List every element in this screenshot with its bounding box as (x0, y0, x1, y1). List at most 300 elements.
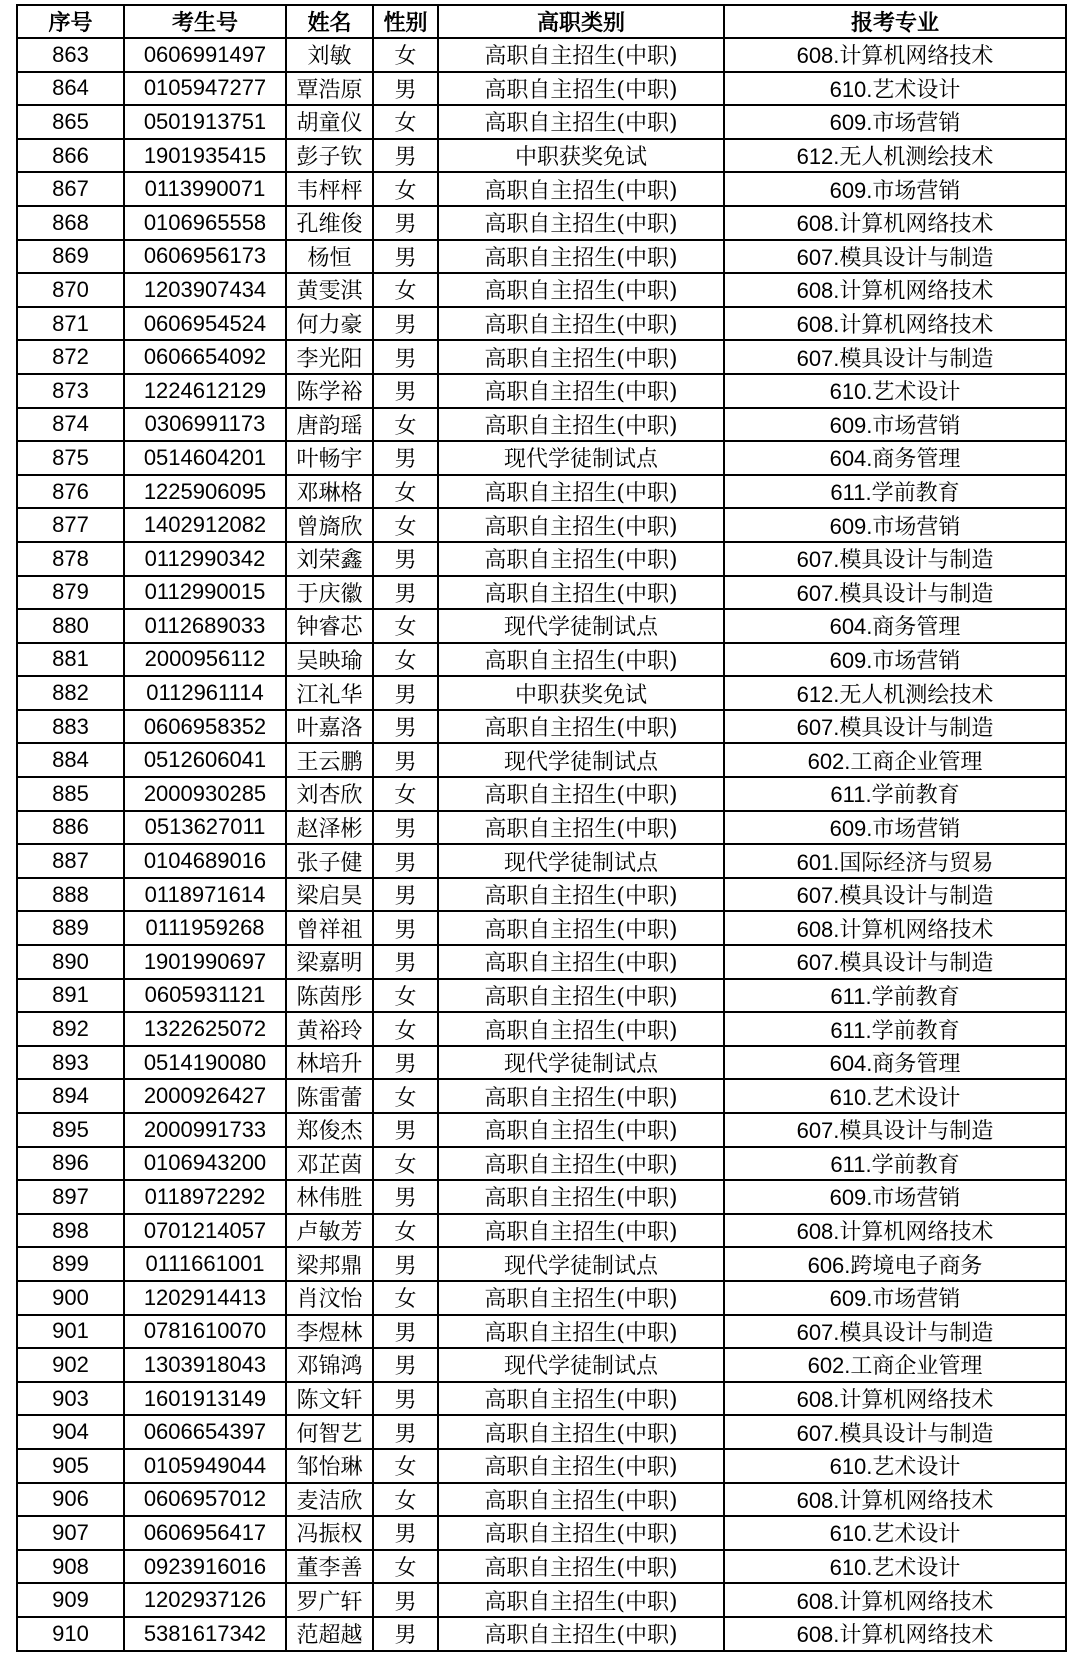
major-cell: 608.计算机网络技术 (724, 307, 1066, 341)
serial-number-cell: 903 (17, 1382, 124, 1416)
serial-number-cell: 905 (17, 1449, 124, 1483)
major-cell: 604.商务管理 (724, 609, 1066, 643)
serial-number-cell: 877 (17, 508, 124, 542)
name-cell: 于庆徽 (286, 576, 373, 610)
header-serial-number: 序号 (17, 5, 124, 38)
name-cell: 黄雯淇 (286, 273, 373, 307)
major-cell: 607.模具设计与制造 (724, 710, 1066, 744)
name-cell: 陈雷蕾 (286, 1079, 373, 1113)
gender-cell: 男 (373, 340, 438, 374)
category-cell: 高职自主招生(中职) (438, 1483, 724, 1517)
gender-cell: 女 (373, 172, 438, 206)
major-cell: 611.学前教育 (724, 475, 1066, 509)
category-cell: 高职自主招生(中职) (438, 878, 724, 912)
candidate-number-cell: 0512606041 (124, 743, 286, 777)
name-cell: 林培升 (286, 1046, 373, 1080)
gender-cell: 女 (373, 1449, 438, 1483)
table-row (17, 979, 1066, 1013)
category-cell: 现代学徒制试点 (438, 743, 724, 777)
serial-number-cell: 875 (17, 441, 124, 475)
serial-number-cell: 892 (17, 1012, 124, 1046)
table-row (17, 576, 1066, 610)
candidate-number-cell: 0514604201 (124, 441, 286, 475)
major-cell: 611.学前教育 (724, 1147, 1066, 1181)
gender-cell: 男 (373, 72, 438, 106)
table-row (17, 1617, 1066, 1651)
category-cell: 高职自主招生(中职) (438, 1583, 724, 1617)
table-row (17, 777, 1066, 811)
major-cell: 602.工商企业管理 (724, 743, 1066, 777)
gender-cell: 女 (373, 408, 438, 442)
name-cell: 邓琳格 (286, 475, 373, 509)
table-row (17, 508, 1066, 542)
serial-number-cell: 910 (17, 1617, 124, 1651)
major-cell: 608.计算机网络技术 (724, 1617, 1066, 1651)
name-cell: 李煜林 (286, 1315, 373, 1349)
major-cell: 610.艺术设计 (724, 1079, 1066, 1113)
major-cell: 609.市场营销 (724, 1180, 1066, 1214)
candidate-number-cell: 0923916016 (124, 1550, 286, 1584)
gender-cell: 女 (373, 643, 438, 677)
candidate-number-cell: 0112990015 (124, 576, 286, 610)
category-cell: 高职自主招生(中职) (438, 1382, 724, 1416)
table-row (17, 1180, 1066, 1214)
table-header (17, 5, 1066, 38)
category-cell: 高职自主招生(中职) (438, 1079, 724, 1113)
table-row (17, 408, 1066, 442)
name-cell: 董李善 (286, 1550, 373, 1584)
gender-cell: 男 (373, 1583, 438, 1617)
candidate-number-cell: 1203907434 (124, 273, 286, 307)
name-cell: 邹怡琳 (286, 1449, 373, 1483)
major-cell: 612.无人机测绘技术 (724, 139, 1066, 173)
category-cell: 高职自主招生(中职) (438, 240, 724, 274)
serial-number-cell: 869 (17, 240, 124, 274)
major-cell: 607.模具设计与制造 (724, 340, 1066, 374)
candidate-number-cell: 0105947277 (124, 72, 286, 106)
major-cell: 607.模具设计与制造 (724, 542, 1066, 576)
major-cell: 606.跨境电子商务 (724, 1247, 1066, 1281)
major-cell: 608.计算机网络技术 (724, 273, 1066, 307)
candidate-number-cell: 0606956417 (124, 1516, 286, 1550)
gender-cell: 男 (373, 374, 438, 408)
name-cell: 麦洁欣 (286, 1483, 373, 1517)
table-row (17, 1113, 1066, 1147)
name-cell: 陈茵彤 (286, 979, 373, 1013)
table-body (17, 38, 1066, 1651)
category-cell: 现代学徒制试点 (438, 441, 724, 475)
category-cell: 现代学徒制试点 (438, 1046, 724, 1080)
candidate-number-cell: 0501913751 (124, 105, 286, 139)
serial-number-cell: 883 (17, 710, 124, 744)
header-category: 高职类别 (438, 5, 724, 38)
major-cell: 609.市场营销 (724, 811, 1066, 845)
major-cell: 611.学前教育 (724, 777, 1066, 811)
table-row (17, 374, 1066, 408)
candidate-number-cell: 0606956173 (124, 240, 286, 274)
category-cell: 高职自主招生(中职) (438, 1180, 724, 1214)
category-cell: 高职自主招生(中职) (438, 340, 724, 374)
gender-cell: 男 (373, 676, 438, 710)
gender-cell: 男 (373, 1348, 438, 1382)
name-cell: 曾祥祖 (286, 911, 373, 945)
candidate-number-cell: 1202914413 (124, 1281, 286, 1315)
serial-number-cell: 864 (17, 72, 124, 106)
serial-number-cell: 871 (17, 307, 124, 341)
candidate-number-cell: 1601913149 (124, 1382, 286, 1416)
gender-cell: 男 (373, 206, 438, 240)
serial-number-cell: 881 (17, 643, 124, 677)
gender-cell: 女 (373, 979, 438, 1013)
category-cell: 高职自主招生(中职) (438, 1281, 724, 1315)
gender-cell: 女 (373, 475, 438, 509)
major-cell: 607.模具设计与制造 (724, 878, 1066, 912)
table-row (17, 710, 1066, 744)
gender-cell: 女 (373, 1079, 438, 1113)
table-row (17, 105, 1066, 139)
gender-cell: 男 (373, 542, 438, 576)
category-cell: 高职自主招生(中职) (438, 945, 724, 979)
serial-number-cell: 888 (17, 878, 124, 912)
candidate-number-cell: 0106943200 (124, 1147, 286, 1181)
candidate-number-cell: 0306991173 (124, 408, 286, 442)
gender-cell: 男 (373, 844, 438, 878)
name-cell: 梁启昊 (286, 878, 373, 912)
candidate-number-cell: 0606654092 (124, 340, 286, 374)
serial-number-cell: 879 (17, 576, 124, 610)
table-row (17, 475, 1066, 509)
gender-cell: 男 (373, 878, 438, 912)
category-cell: 高职自主招生(中职) (438, 1113, 724, 1147)
table-row (17, 878, 1066, 912)
serial-number-cell: 872 (17, 340, 124, 374)
gender-cell: 女 (373, 508, 438, 542)
category-cell: 高职自主招生(中职) (438, 408, 724, 442)
serial-number-cell: 904 (17, 1415, 124, 1449)
category-cell: 高职自主招生(中职) (438, 979, 724, 1013)
gender-cell: 女 (373, 1483, 438, 1517)
major-cell: 608.计算机网络技术 (724, 911, 1066, 945)
major-cell: 608.计算机网络技术 (724, 1382, 1066, 1416)
gender-cell: 女 (373, 609, 438, 643)
category-cell: 高职自主招生(中职) (438, 105, 724, 139)
major-cell: 609.市场营销 (724, 643, 1066, 677)
gender-cell: 女 (373, 1012, 438, 1046)
candidate-number-cell: 0606654397 (124, 1415, 286, 1449)
major-cell: 611.学前教育 (724, 1012, 1066, 1046)
category-cell: 高职自主招生(中职) (438, 1617, 724, 1651)
major-cell: 610.艺术设计 (724, 72, 1066, 106)
serial-number-cell: 865 (17, 105, 124, 139)
candidate-number-cell: 0113990071 (124, 172, 286, 206)
table-row (17, 139, 1066, 173)
candidate-number-cell: 1901990697 (124, 945, 286, 979)
category-cell: 高职自主招生(中职) (438, 72, 724, 106)
candidate-number-cell: 0112689033 (124, 609, 286, 643)
gender-cell: 男 (373, 710, 438, 744)
candidate-number-cell: 1202937126 (124, 1583, 286, 1617)
header-major: 报考专业 (724, 5, 1066, 38)
category-cell: 高职自主招生(中职) (438, 643, 724, 677)
candidate-number-cell: 0514190080 (124, 1046, 286, 1080)
name-cell: 吴映瑜 (286, 643, 373, 677)
category-cell: 高职自主招生(中职) (438, 811, 724, 845)
major-cell: 601.国际经济与贸易 (724, 844, 1066, 878)
gender-cell: 男 (373, 1516, 438, 1550)
table-row (17, 911, 1066, 945)
table-row (17, 1550, 1066, 1584)
candidate-number-cell: 0701214057 (124, 1214, 286, 1248)
table-row (17, 172, 1066, 206)
table-row (17, 72, 1066, 106)
gender-cell: 男 (373, 441, 438, 475)
name-cell: 杨恒 (286, 240, 373, 274)
table-row (17, 1079, 1066, 1113)
table-row (17, 609, 1066, 643)
candidate-number-cell: 1901935415 (124, 139, 286, 173)
serial-number-cell: 900 (17, 1281, 124, 1315)
gender-cell: 男 (373, 1113, 438, 1147)
candidate-number-cell: 0781610070 (124, 1315, 286, 1349)
category-cell: 高职自主招生(中职) (438, 475, 724, 509)
candidate-number-cell: 0118971614 (124, 878, 286, 912)
candidate-number-cell: 0111661001 (124, 1247, 286, 1281)
major-cell: 604.商务管理 (724, 441, 1066, 475)
category-cell: 高职自主招生(中职) (438, 273, 724, 307)
serial-number-cell: 870 (17, 273, 124, 307)
admission-table (16, 4, 1067, 1652)
table-row (17, 1415, 1066, 1449)
gender-cell: 女 (373, 1550, 438, 1584)
name-cell: 范超越 (286, 1617, 373, 1651)
category-cell: 中职获奖免试 (438, 139, 724, 173)
header-gender: 性别 (373, 5, 438, 38)
candidate-number-cell: 2000930285 (124, 777, 286, 811)
candidate-number-cell: 1402912082 (124, 508, 286, 542)
table-row (17, 643, 1066, 677)
serial-number-cell: 890 (17, 945, 124, 979)
serial-number-cell: 902 (17, 1348, 124, 1382)
header-row (17, 5, 1066, 38)
gender-cell: 男 (373, 1382, 438, 1416)
gender-cell: 男 (373, 743, 438, 777)
candidate-number-cell: 0118972292 (124, 1180, 286, 1214)
candidate-number-cell: 0606958352 (124, 710, 286, 744)
serial-number-cell: 878 (17, 542, 124, 576)
table-row (17, 1315, 1066, 1349)
category-cell: 高职自主招生(中职) (438, 508, 724, 542)
name-cell: 梁嘉明 (286, 945, 373, 979)
name-cell: 刘敏 (286, 38, 373, 72)
candidate-number-cell: 1303918043 (124, 1348, 286, 1382)
header-name: 姓名 (286, 5, 373, 38)
gender-cell: 女 (373, 105, 438, 139)
category-cell: 高职自主招生(中职) (438, 1214, 724, 1248)
name-cell: 肖汶怡 (286, 1281, 373, 1315)
gender-cell: 男 (373, 1415, 438, 1449)
major-cell: 608.计算机网络技术 (724, 1483, 1066, 1517)
serial-number-cell: 873 (17, 374, 124, 408)
name-cell: 彭子钦 (286, 139, 373, 173)
major-cell: 607.模具设计与制造 (724, 945, 1066, 979)
category-cell: 现代学徒制试点 (438, 609, 724, 643)
name-cell: 覃浩原 (286, 72, 373, 106)
table-row (17, 676, 1066, 710)
category-cell: 现代学徒制试点 (438, 1247, 724, 1281)
major-cell: 607.模具设计与制造 (724, 1415, 1066, 1449)
name-cell: 王云鹏 (286, 743, 373, 777)
serial-number-cell: 887 (17, 844, 124, 878)
major-cell: 608.计算机网络技术 (724, 206, 1066, 240)
header-candidate-number: 考生号 (124, 5, 286, 38)
category-cell: 现代学徒制试点 (438, 1348, 724, 1382)
serial-number-cell: 908 (17, 1550, 124, 1584)
category-cell: 高职自主招生(中职) (438, 206, 724, 240)
serial-number-cell: 909 (17, 1583, 124, 1617)
gender-cell: 男 (373, 911, 438, 945)
category-cell: 高职自主招生(中职) (438, 777, 724, 811)
table-row (17, 1583, 1066, 1617)
category-cell: 高职自主招生(中职) (438, 1516, 724, 1550)
name-cell: 钟睿芯 (286, 609, 373, 643)
table-row (17, 441, 1066, 475)
major-cell: 607.模具设计与制造 (724, 1113, 1066, 1147)
category-cell: 高职自主招生(中职) (438, 710, 724, 744)
gender-cell: 男 (373, 811, 438, 845)
major-cell: 609.市场营销 (724, 408, 1066, 442)
category-cell: 现代学徒制试点 (438, 844, 724, 878)
major-cell: 609.市场营销 (724, 172, 1066, 206)
category-cell: 高职自主招生(中职) (438, 374, 724, 408)
candidate-number-cell: 0112961114 (124, 676, 286, 710)
serial-number-cell: 876 (17, 475, 124, 509)
name-cell: 李光阳 (286, 340, 373, 374)
major-cell: 608.计算机网络技术 (724, 1214, 1066, 1248)
category-cell: 高职自主招生(中职) (438, 38, 724, 72)
table-row (17, 1046, 1066, 1080)
gender-cell: 女 (373, 38, 438, 72)
serial-number-cell: 867 (17, 172, 124, 206)
name-cell: 邓芷茵 (286, 1147, 373, 1181)
gender-cell: 男 (373, 1315, 438, 1349)
name-cell: 陈文轩 (286, 1382, 373, 1416)
name-cell: 曾旖欣 (286, 508, 373, 542)
category-cell: 高职自主招生(中职) (438, 1315, 724, 1349)
category-cell: 高职自主招生(中职) (438, 1147, 724, 1181)
category-cell: 高职自主招生(中职) (438, 1415, 724, 1449)
table-row (17, 743, 1066, 777)
category-cell: 高职自主招生(中职) (438, 542, 724, 576)
category-cell: 高职自主招生(中职) (438, 172, 724, 206)
gender-cell: 男 (373, 139, 438, 173)
name-cell: 陈学裕 (286, 374, 373, 408)
table-row (17, 307, 1066, 341)
name-cell: 林伟胜 (286, 1180, 373, 1214)
gender-cell: 男 (373, 307, 438, 341)
serial-number-cell: 889 (17, 911, 124, 945)
serial-number-cell: 893 (17, 1046, 124, 1080)
gender-cell: 男 (373, 1046, 438, 1080)
name-cell: 唐韵瑶 (286, 408, 373, 442)
name-cell: 江礼华 (286, 676, 373, 710)
serial-number-cell: 891 (17, 979, 124, 1013)
name-cell: 卢敏芳 (286, 1214, 373, 1248)
serial-number-cell: 896 (17, 1147, 124, 1181)
table-row (17, 1516, 1066, 1550)
category-cell: 高职自主招生(中职) (438, 307, 724, 341)
candidate-number-cell: 0112990342 (124, 542, 286, 576)
table-row (17, 1382, 1066, 1416)
gender-cell: 男 (373, 1247, 438, 1281)
major-cell: 602.工商企业管理 (724, 1348, 1066, 1382)
candidate-number-cell: 1225906095 (124, 475, 286, 509)
serial-number-cell: 884 (17, 743, 124, 777)
candidate-number-cell: 2000956112 (124, 643, 286, 677)
table-row (17, 542, 1066, 576)
category-cell: 中职获奖免试 (438, 676, 724, 710)
major-cell: 609.市场营销 (724, 105, 1066, 139)
major-cell: 607.模具设计与制造 (724, 240, 1066, 274)
gender-cell: 女 (373, 1281, 438, 1315)
major-cell: 604.商务管理 (724, 1046, 1066, 1080)
table-row (17, 1214, 1066, 1248)
category-cell: 高职自主招生(中职) (438, 911, 724, 945)
table-row (17, 1449, 1066, 1483)
table-row (17, 273, 1066, 307)
serial-number-cell: 897 (17, 1180, 124, 1214)
gender-cell: 男 (373, 576, 438, 610)
category-cell: 高职自主招生(中职) (438, 1012, 724, 1046)
major-cell: 607.模具设计与制造 (724, 1315, 1066, 1349)
table-row (17, 811, 1066, 845)
category-cell: 高职自主招生(中职) (438, 576, 724, 610)
table-row (17, 1012, 1066, 1046)
serial-number-cell: 894 (17, 1079, 124, 1113)
candidate-number-cell: 2000991733 (124, 1113, 286, 1147)
candidate-number-cell: 0513627011 (124, 811, 286, 845)
serial-number-cell: 863 (17, 38, 124, 72)
name-cell: 黄裕玲 (286, 1012, 373, 1046)
serial-number-cell: 895 (17, 1113, 124, 1147)
name-cell: 张子健 (286, 844, 373, 878)
table-row (17, 240, 1066, 274)
gender-cell: 男 (373, 1180, 438, 1214)
table-row (17, 1483, 1066, 1517)
candidate-number-cell: 0105949044 (124, 1449, 286, 1483)
major-cell: 607.模具设计与制造 (724, 576, 1066, 610)
table-row (17, 206, 1066, 240)
serial-number-cell: 886 (17, 811, 124, 845)
gender-cell: 女 (373, 273, 438, 307)
table-row (17, 340, 1066, 374)
table-row (17, 844, 1066, 878)
candidate-number-cell: 1224612129 (124, 374, 286, 408)
major-cell: 608.计算机网络技术 (724, 38, 1066, 72)
serial-number-cell: 885 (17, 777, 124, 811)
name-cell: 邓锦鸿 (286, 1348, 373, 1382)
candidate-number-cell: 0106965558 (124, 206, 286, 240)
table-row (17, 945, 1066, 979)
gender-cell: 女 (373, 777, 438, 811)
name-cell: 何智艺 (286, 1415, 373, 1449)
name-cell: 刘杏欣 (286, 777, 373, 811)
major-cell: 612.无人机测绘技术 (724, 676, 1066, 710)
gender-cell: 男 (373, 1617, 438, 1651)
serial-number-cell: 899 (17, 1247, 124, 1281)
name-cell: 叶畅宇 (286, 441, 373, 475)
serial-number-cell: 882 (17, 676, 124, 710)
serial-number-cell: 880 (17, 609, 124, 643)
